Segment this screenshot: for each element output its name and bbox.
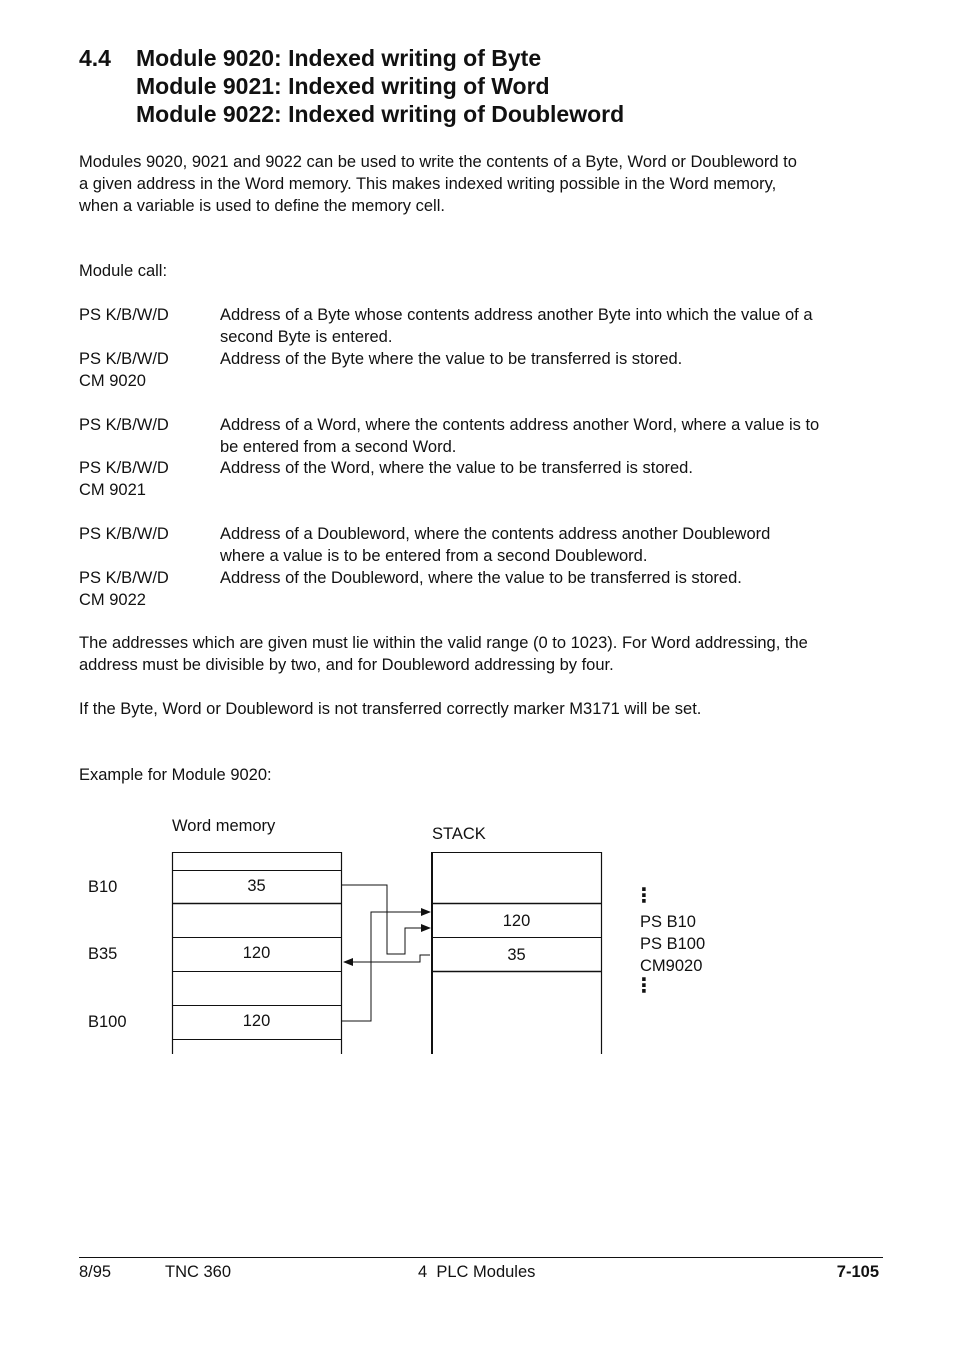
stack-value-1: 120 xyxy=(502,912,531,930)
word-memory-value-b100: 120 xyxy=(242,1012,271,1030)
address-b35: B35 xyxy=(88,945,118,963)
word-memory-label: Word memory xyxy=(172,817,276,835)
ellipsis-bottom: ⋮ xyxy=(634,975,654,997)
footer-chapter: 4 PLC Modules xyxy=(418,1263,536,1281)
call-9020-ps2-desc: Address of the Byte where the value to be transferred is stored. xyxy=(220,350,683,368)
intro-line-1: Modules 9020, 9021 and 9022 can be used to write the contents of a Byte, Word or Doubleword to xyxy=(79,153,797,171)
call-9020-cm: CM 9020 xyxy=(79,372,146,390)
stack-value-2: 35 xyxy=(507,946,526,964)
program-line-1: PS B10 xyxy=(640,913,696,931)
call-9022-ps2-desc: Address of the Doubleword, where the value to be transferred is stored. xyxy=(220,569,742,587)
section-number: 4.4 xyxy=(79,45,111,71)
call-9021-cm: CM 9021 xyxy=(79,481,146,499)
intro-line-2: a given address in the Word memory. This makes indexed writing possible in the Word memory, xyxy=(79,175,777,193)
example-label: Example for Module 9020: xyxy=(79,766,272,784)
call-9020-ps1-desc-2: second Byte is entered. xyxy=(220,328,393,346)
heading-line-2: Module 9021: Indexed writing of Word xyxy=(136,73,550,99)
call-9022-ps1-desc-2: where a value is to be entered from a second Doubleword. xyxy=(220,547,648,565)
call-9022-cm: CM 9022 xyxy=(79,591,146,609)
footer-rule xyxy=(79,1257,883,1258)
call-9021-ps2-label: PS K/B/W/D xyxy=(79,459,169,477)
intro-line-3: when a variable is used to define the memory cell. xyxy=(79,197,445,215)
program-line-3: CM9020 xyxy=(640,957,703,975)
heading-line-1: Module 9020: Indexed writing of Byte xyxy=(136,45,542,71)
range-note-line-2: address must be divisible by two, and for Doubleword addressing by four. xyxy=(79,656,614,674)
call-9021-ps2-desc: Address of the Word, where the value to be transferred is stored. xyxy=(220,459,693,477)
address-b100: B100 xyxy=(88,1013,127,1031)
heading-line-3: Module 9022: Indexed writing of Doubleword xyxy=(136,101,625,127)
word-memory-value-b35: 120 xyxy=(242,944,271,962)
footer-product: TNC 360 xyxy=(165,1263,232,1281)
module-call-label: Module call: xyxy=(79,262,168,280)
footer-page-number: 7-105 xyxy=(836,1263,879,1281)
marker-note: If the Byte, Word or Doubleword is not transferred correctly marker M3171 will be set. xyxy=(79,700,702,718)
connector-lines xyxy=(342,885,430,1021)
ellipsis-top: ⋮ xyxy=(634,885,654,907)
address-b10: B10 xyxy=(88,878,118,896)
call-9020-ps1-desc-1: Address of a Byte whose contents address another Byte into which the value of a xyxy=(220,306,813,324)
call-9021-ps1-label: PS K/B/W/D xyxy=(79,416,169,434)
call-9022-ps1-desc-1: Address of a Doubleword, where the contents address another Doubleword xyxy=(220,525,771,543)
stack-label: STACK xyxy=(432,825,486,843)
call-9022-ps1-label: PS K/B/W/D xyxy=(79,525,169,543)
call-9021-ps1-desc-2: be entered from a second Word. xyxy=(220,438,457,456)
call-9022-ps2-label: PS K/B/W/D xyxy=(79,569,169,587)
call-9021-ps1-desc-1: Address of a Word, where the contents address another Word, where a value is to xyxy=(220,416,820,434)
call-9020-ps1-label: PS K/B/W/D xyxy=(79,306,169,324)
word-memory-value-b10: 35 xyxy=(247,877,266,895)
footer-date: 8/95 xyxy=(79,1263,112,1281)
range-note-line-1: The addresses which are given must lie within the valid range (0 to 1023). For Word addressing, the xyxy=(79,634,808,652)
program-line-2: PS B100 xyxy=(640,935,706,953)
call-9020-ps2-label: PS K/B/W/D xyxy=(79,350,169,368)
